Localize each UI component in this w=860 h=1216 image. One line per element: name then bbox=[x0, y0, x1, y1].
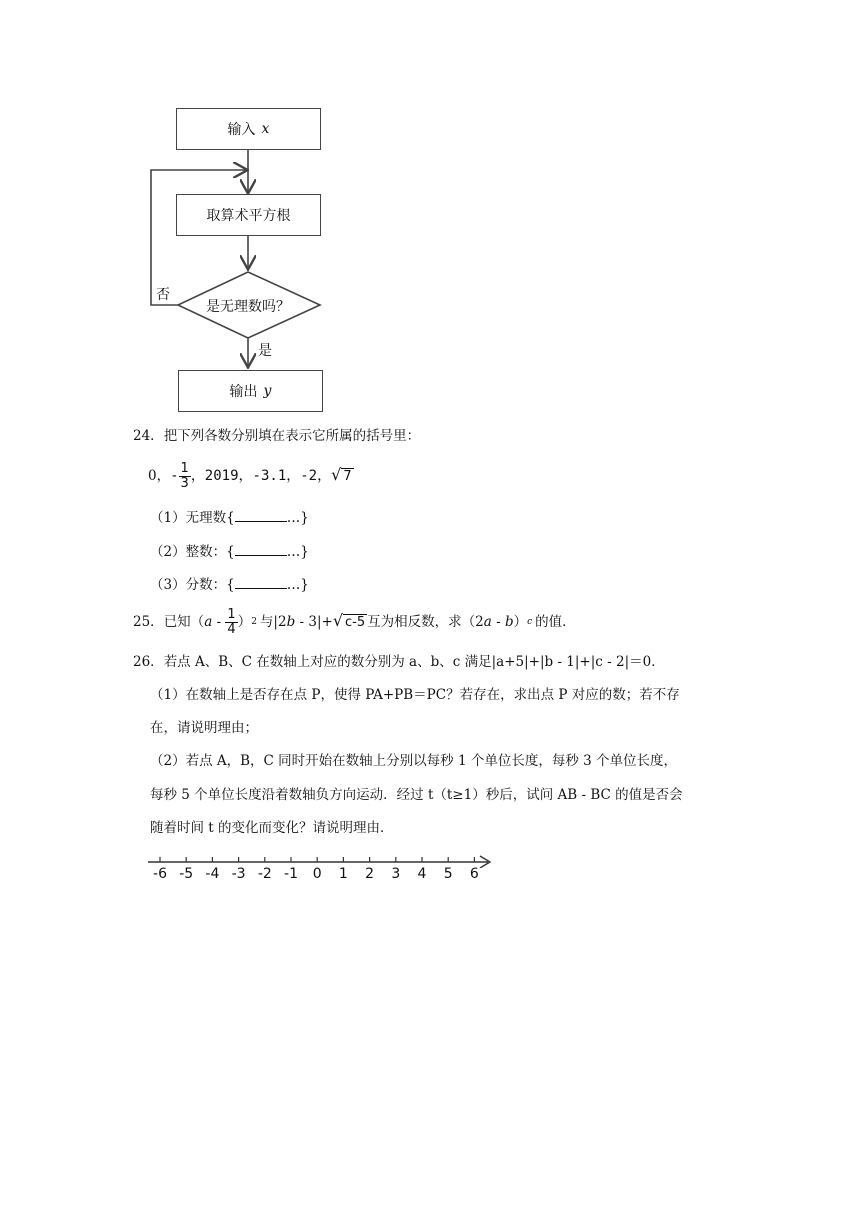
q24-item-1 bbox=[150, 507, 309, 528]
q24-item-2-label: （2）整数：{ bbox=[150, 544, 235, 560]
answer-blank[interactable] bbox=[235, 574, 287, 589]
q26-line-4: （2）若点 A，B，C 同时开始在数轴上分别以每秒 1 个单位长度，每秒 3 个单位长度， bbox=[150, 753, 678, 769]
number-line-tick-label: 2 bbox=[365, 866, 375, 882]
no-branch-label: 否 bbox=[156, 287, 170, 303]
number-line-tick-label: 1 bbox=[338, 866, 348, 882]
q25-text-7: ） bbox=[513, 614, 528, 630]
number-line-tick-label: 0 bbox=[312, 866, 322, 882]
q24-item-1-tail: …} bbox=[286, 510, 309, 526]
q24-number: 24． bbox=[133, 428, 164, 444]
input-label: 输入 bbox=[227, 122, 256, 138]
q26-line-3: 在，请说明理由； bbox=[150, 720, 258, 736]
q24-values bbox=[148, 458, 354, 494]
q24-item-3-tail: …} bbox=[286, 577, 309, 593]
number-line-tick-label: -1 bbox=[284, 866, 298, 882]
q25-exponent-c: c bbox=[527, 617, 533, 627]
q24-item-3 bbox=[150, 574, 309, 595]
q25-minus: - bbox=[212, 614, 226, 630]
q25-var-a-2: a bbox=[483, 614, 492, 630]
q25-sqrt-radicand: c-5 bbox=[345, 615, 366, 630]
q26-number: 26． bbox=[133, 654, 164, 670]
number-line-tick-label: -3 bbox=[231, 866, 246, 882]
q26-line-5: 每秒 5 个单位长度沿着数轴负方向运动．经过 t（t≥1）秒后，试问 AB - BC 的值是否会 bbox=[150, 787, 683, 803]
number-line-tick-label: -4 bbox=[205, 866, 220, 882]
number-line-tick-label: -6 bbox=[153, 866, 167, 882]
q24-item-2-tail: …} bbox=[286, 544, 309, 560]
yes-branch-label: 是 bbox=[258, 343, 272, 359]
number-line-tick-label: 4 bbox=[417, 866, 427, 882]
output-variable: y bbox=[263, 383, 272, 399]
q25-var-b-2: b bbox=[504, 614, 514, 630]
q24-sqrt bbox=[331, 465, 353, 487]
q25-var-a: a bbox=[204, 614, 213, 630]
q24-item-2 bbox=[150, 541, 309, 562]
q25-text-3: 与|2 bbox=[259, 614, 287, 630]
q24-item-3-label: （3）分数：{ bbox=[150, 577, 235, 593]
number-line-tick-label: -5 bbox=[179, 866, 194, 882]
q24-fraction bbox=[179, 462, 191, 491]
q24-sqrt-radicand: 7 bbox=[343, 469, 352, 484]
flowchart bbox=[148, 100, 328, 420]
q25-text-5: 互为相反数，求（2 bbox=[367, 614, 484, 630]
input-box bbox=[176, 108, 321, 150]
q25-number: 25． bbox=[133, 614, 164, 630]
q24-item-1-label: （1）无理数{ bbox=[150, 510, 235, 526]
q25 bbox=[133, 604, 576, 640]
q24-frac-sign: - bbox=[170, 468, 179, 484]
q26-line-1 bbox=[133, 652, 665, 672]
q26-line-6: 随着时间 t 的变化而变化？请说明理由． bbox=[150, 820, 394, 836]
q25-text-4: - 3|+ bbox=[295, 614, 333, 630]
output-box bbox=[178, 370, 323, 412]
q25-text-2: ） bbox=[237, 614, 252, 630]
q24-frac-num: 1 bbox=[180, 460, 189, 476]
answer-blank[interactable] bbox=[235, 541, 287, 556]
q24-values-rest: ，2019，-3.1，-2， bbox=[190, 468, 332, 484]
q25-text-1: 已知（ bbox=[163, 614, 205, 630]
q25-text-6: - bbox=[491, 614, 505, 630]
q25-frac-den: 4 bbox=[227, 621, 236, 637]
q26-line-2: （1）在数轴上是否存在点 P，使得 PA+PB＝PC？若存在，求出点 P 对应的数；若不存 bbox=[150, 687, 680, 703]
q24-values-prefix: 0， bbox=[148, 468, 171, 484]
number-line-tick-label: 5 bbox=[443, 866, 453, 882]
sqrt-sign-icon: √ bbox=[332, 611, 344, 630]
q25-text-8: 的值． bbox=[535, 614, 576, 630]
q25-frac-num: 1 bbox=[227, 606, 236, 622]
q26-text-1: 若点 A、B、C 在数轴上对应的数分别为 a、b、c 满足|a+5|+|b - 1|+|c - 2|＝0． bbox=[163, 654, 665, 670]
input-variable: x bbox=[261, 121, 270, 137]
q25-var-b: b bbox=[286, 614, 296, 630]
number-line-tick-label: 3 bbox=[391, 866, 401, 882]
answer-blank[interactable] bbox=[235, 507, 287, 522]
number-line-tick-label: -2 bbox=[257, 866, 272, 882]
q24-text: 把下列各数分别填在表示它所属的括号里： bbox=[163, 428, 421, 444]
process-box bbox=[176, 194, 321, 236]
process-label: 取算术平方根 bbox=[206, 208, 291, 224]
output-label: 输出 bbox=[229, 384, 258, 400]
number-line bbox=[148, 852, 498, 888]
q25-exponent: 2 bbox=[251, 617, 257, 627]
decision-label: 是无理数吗？ bbox=[206, 299, 290, 315]
q25-sqrt bbox=[333, 611, 367, 633]
q25-fraction bbox=[225, 608, 237, 637]
sqrt-sign-icon: √ bbox=[331, 465, 342, 484]
number-line-tick-label: 6 bbox=[469, 866, 479, 882]
q24-prompt bbox=[133, 426, 420, 446]
q24-frac-den: 3 bbox=[180, 475, 189, 491]
